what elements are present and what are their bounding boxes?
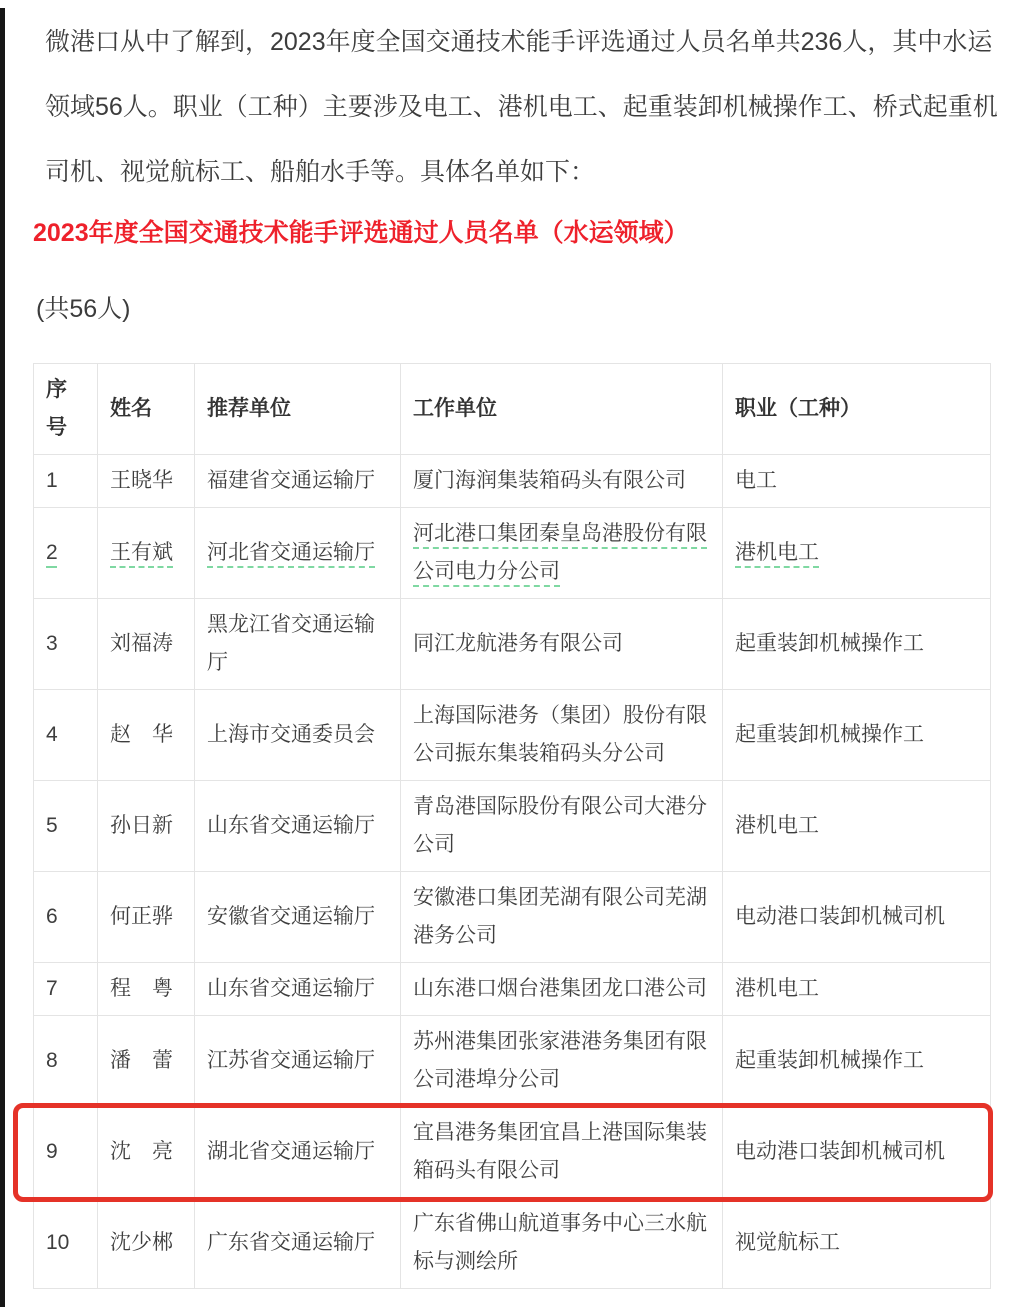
- cell-occupation-text: 电工: [735, 469, 777, 492]
- cell-workplace: [401, 781, 723, 872]
- table-row: [34, 1107, 991, 1198]
- cell-recommender-text: 上海市交通委员会: [207, 723, 375, 746]
- cell-name: [98, 781, 195, 872]
- cell-name-text: 沈少郴: [110, 1231, 173, 1254]
- cell-no: [34, 455, 98, 508]
- cell-recommender: [195, 508, 401, 599]
- left-edge-bar: [0, 8, 5, 1307]
- cell-no: [34, 1107, 98, 1198]
- cell-name-text: 王有斌: [110, 541, 173, 564]
- cell-occupation-text: 视觉航标工: [735, 1231, 840, 1254]
- cell-recommender-text: 河北省交通运输厅: [207, 541, 375, 564]
- cell-name-text: 王晓华: [110, 469, 173, 492]
- cell-occupation: [723, 599, 991, 690]
- cell-no: [34, 599, 98, 690]
- cell-name-text: 沈 亮: [110, 1140, 173, 1163]
- cell-workplace-text: 苏州港集团张家港港务集团有限公司港埠分公司: [413, 1030, 707, 1091]
- cell-workplace: [401, 599, 723, 690]
- table-row: [34, 455, 991, 508]
- cell-workplace-text: 宜昌港务集团宜昌上港国际集装箱码头有限公司: [413, 1121, 707, 1182]
- cell-occupation-text: 起重装卸机械操作工: [735, 1049, 924, 1072]
- cell-recommender-text: 福建省交通运输厅: [207, 469, 375, 492]
- cell-name-text: 孙日新: [110, 814, 173, 837]
- cell-no: [34, 508, 98, 599]
- cell-occupation: [723, 508, 991, 599]
- cell-no-text: 8: [46, 1049, 58, 1072]
- header-row: [34, 364, 991, 455]
- cell-name-text: 刘福涛: [110, 632, 173, 655]
- cell-name: [98, 599, 195, 690]
- cell-occupation: [723, 1016, 991, 1107]
- cell-no: [34, 781, 98, 872]
- cell-no-text: 6: [46, 905, 58, 928]
- cell-recommender: [195, 872, 401, 963]
- cell-no-text: 7: [46, 977, 58, 1000]
- header-cell-recommender: 推荐单位: [195, 364, 401, 455]
- cell-workplace-text: 同江龙航港务有限公司: [413, 632, 623, 655]
- cell-occupation-text: 起重装卸机械操作工: [735, 632, 924, 655]
- cell-name-text: 何正骅: [110, 905, 173, 928]
- count-note: (共56人): [36, 295, 131, 323]
- cell-occupation-text: 电动港口装卸机械司机: [735, 1140, 945, 1163]
- header-cell-no: 序号: [34, 364, 98, 455]
- table-row: [34, 963, 991, 1016]
- cell-recommender: [195, 1198, 401, 1289]
- cell-recommender: [195, 455, 401, 508]
- table-row: [34, 1198, 991, 1289]
- cell-occupation-text: 港机电工: [735, 541, 819, 564]
- cell-name: [98, 872, 195, 963]
- roster-table: [33, 363, 991, 1289]
- cell-workplace-text: 厦门海润集装箱码头有限公司: [413, 469, 686, 492]
- cell-occupation: [723, 1198, 991, 1289]
- cell-workplace: [401, 690, 723, 781]
- cell-recommender-text: 安徽省交通运输厅: [207, 905, 375, 928]
- table-row: [34, 599, 991, 690]
- cell-occupation-text: 电动港口装卸机械司机: [735, 905, 945, 928]
- cell-workplace: [401, 455, 723, 508]
- cell-workplace-text: 广东省佛山航道事务中心三水航标与测绘所: [413, 1212, 707, 1273]
- cell-occupation: [723, 963, 991, 1016]
- cell-no: [34, 872, 98, 963]
- cell-recommender: [195, 1107, 401, 1198]
- cell-occupation: [723, 1107, 991, 1198]
- table-row: [34, 690, 991, 781]
- cell-occupation: [723, 872, 991, 963]
- table-row: [34, 1016, 991, 1107]
- cell-no-text: 10: [46, 1231, 70, 1254]
- cell-recommender: [195, 781, 401, 872]
- cell-no-text: 4: [46, 723, 58, 746]
- cell-workplace: [401, 1107, 723, 1198]
- cell-recommender-text: 山东省交通运输厅: [207, 977, 375, 1000]
- cell-no-text: 2: [46, 541, 58, 564]
- cell-no-text: 1: [46, 469, 58, 492]
- cell-name-text: 潘 蕾: [110, 1049, 173, 1072]
- cell-occupation: [723, 690, 991, 781]
- cell-no: [34, 1016, 98, 1107]
- cell-workplace: [401, 1198, 723, 1289]
- cell-name: [98, 508, 195, 599]
- header-cell-occupation: 职业（工种）: [723, 364, 991, 455]
- cell-workplace-text: 青岛港国际股份有限公司大港分公司: [413, 795, 707, 856]
- cell-name: [98, 963, 195, 1016]
- table-row: [34, 781, 991, 872]
- cell-name: [98, 1198, 195, 1289]
- cell-name: [98, 1016, 195, 1107]
- cell-occupation-text: 港机电工: [735, 977, 819, 1000]
- cell-workplace-text: 河北港口集团秦皇岛港股份有限公司电力分公司: [413, 522, 707, 583]
- cell-no: [34, 1198, 98, 1289]
- cell-occupation-text: 港机电工: [735, 814, 819, 837]
- cell-name-text: 程 粤: [110, 977, 173, 1000]
- cell-no-text: 9: [46, 1140, 58, 1163]
- cell-name: [98, 1107, 195, 1198]
- cell-no: [34, 690, 98, 781]
- cell-recommender-text: 黑龙江省交通运输厅: [207, 613, 375, 674]
- cell-recommender-text: 江苏省交通运输厅: [207, 1049, 375, 1072]
- cell-recommender: [195, 1016, 401, 1107]
- intro-paragraph: 微港口从中了解到，2023年度全国交通技术能手评选通过人员名单共236人，其中水运领域56人。职业（工种）主要涉及电工、港机电工、起重装卸机械操作工、桥式起重机司机、视觉航标工、船舶水手等。具体名单如下：: [45, 28, 998, 186]
- cell-recommender: [195, 690, 401, 781]
- table-row: [34, 872, 991, 963]
- cell-occupation: [723, 455, 991, 508]
- header-cell-name: 姓名: [98, 364, 195, 455]
- cell-recommender-text: 山东省交通运输厅: [207, 814, 375, 837]
- cell-workplace-text: 安徽港口集团芜湖有限公司芜湖港务公司: [413, 886, 707, 947]
- cell-name-text: 赵 华: [110, 723, 173, 746]
- cell-no-text: 3: [46, 632, 58, 655]
- roster-table-wrap: [33, 363, 990, 1289]
- cell-recommender: [195, 963, 401, 1016]
- cell-occupation-text: 起重装卸机械操作工: [735, 723, 924, 746]
- cell-no-text: 5: [46, 814, 58, 837]
- cell-workplace-text: 上海国际港务（集团）股份有限公司振东集装箱码头分公司: [413, 704, 707, 765]
- cell-workplace: [401, 963, 723, 1016]
- cell-no: [34, 963, 98, 1016]
- cell-recommender-text: 广东省交通运输厅: [207, 1231, 375, 1254]
- cell-workplace-text: 山东港口烟台港集团龙口港公司: [413, 977, 707, 1000]
- cell-occupation: [723, 781, 991, 872]
- cell-workplace: [401, 1016, 723, 1107]
- cell-name: [98, 455, 195, 508]
- cell-name: [98, 690, 195, 781]
- header-cell-workplace: 工作单位: [401, 364, 723, 455]
- cell-workplace: [401, 872, 723, 963]
- table-row: [34, 508, 991, 599]
- section-title: 2023年度全国交通技术能手评选通过人员名单（水运领域）: [33, 219, 689, 247]
- cell-recommender-text: 湖北省交通运输厅: [207, 1140, 375, 1163]
- cell-recommender: [195, 599, 401, 690]
- cell-workplace: [401, 508, 723, 599]
